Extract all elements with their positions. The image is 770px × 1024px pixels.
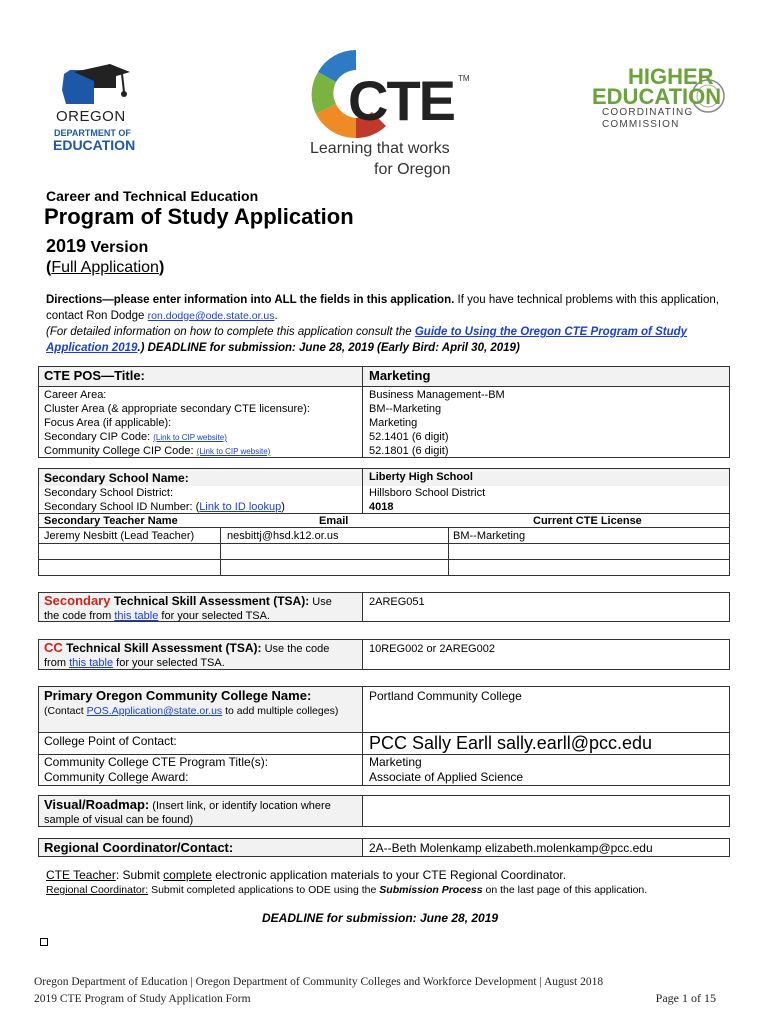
cluster-area-label: Cluster Area (& appropriate secondary CTE licensure): <box>44 403 310 415</box>
coordinator-table <box>38 838 730 857</box>
full-application-text: Full Application <box>51 259 159 276</box>
cc-award-value[interactable]: Associate of Applied Science <box>369 770 524 784</box>
secondary-cip-value[interactable]: 52.1401 (6 digit) <box>369 431 449 443</box>
cc-cip-value[interactable]: 52.1801 (6 digit) <box>369 445 449 457</box>
oregon-graduation-cap-icon <box>50 64 140 110</box>
cc-tsa-red: CC <box>44 640 63 655</box>
coord-submit-u: Regional Coordinator: <box>46 884 149 896</box>
pos-title-value[interactable]: Marketing <box>369 368 431 383</box>
teacher-1-email[interactable]: nesbittj@hsd.k12.or.us <box>227 530 339 542</box>
focus-area-value[interactable]: Marketing <box>369 417 418 429</box>
teacher-1-license[interactable]: BM--Marketing <box>453 530 526 542</box>
college-contact-note <box>44 705 344 718</box>
cc-tsa-use: Use the code <box>261 643 330 655</box>
cc-cip-label <box>44 444 270 459</box>
teacher-submit-complete: complete <box>163 868 212 882</box>
school-id-label <box>44 500 285 514</box>
focus-area-label: Focus Area (if applicable): <box>44 417 172 429</box>
deadline-note: DEADLINE for submission: June 28, 2019 <box>262 911 499 925</box>
school-id-text: Secondary School ID Number: ( <box>44 501 200 513</box>
contact-note-a: (Contact <box>44 705 87 717</box>
cc-tsa-value[interactable]: 10REG002 or 2AREG002 <box>369 643 495 655</box>
paren-close: ) <box>158 259 165 276</box>
cc-award-label: Community College Award: <box>44 770 189 784</box>
coord-submit-a: Submit completed applications to ODE using the <box>148 884 380 896</box>
cc-tsa-table-link[interactable]: this table <box>69 657 114 669</box>
doc-version <box>46 236 148 257</box>
cluster-area-value[interactable]: BM--Marketing <box>369 403 442 415</box>
page-number: Page 1 of 15 <box>655 991 716 1005</box>
secondary-cip-text: Secondary CIP Code: <box>44 431 154 443</box>
cte-tagline-1: Learning that works <box>310 140 450 157</box>
col-teacher-header: Secondary Teacher Name <box>44 515 178 527</box>
secondary-tsa-red: Secondary <box>44 593 111 608</box>
directions-lead: Directions—please enter information into ALL the fields in this application. <box>46 294 455 306</box>
visual-roadmap-label <box>44 798 359 827</box>
footer-line2: 2019 CTE Program of Study Application Form <box>34 993 251 1005</box>
secondary-tsa-title: Technical Skill Assessment (TSA): <box>110 594 310 608</box>
secondary-tsa-line2b: for your selected TSA. <box>158 610 271 622</box>
col-license-header: Current CTE License <box>533 515 642 527</box>
district-value[interactable]: Hillsboro School District <box>369 487 486 499</box>
doc-subtitle: Career and Technical Education <box>46 188 259 204</box>
school-id-close: ) <box>281 501 285 513</box>
pos-table <box>38 366 730 458</box>
cte-logo-word: CTE <box>348 69 454 132</box>
directions-deadline: .) DEADLINE for submission: June 28, 2019 (Early Bird: April 30, 2019) <box>137 342 520 354</box>
coordinator-label: Regional Coordinator/Contact: <box>44 840 234 855</box>
secondary-tsa-use: Use <box>309 596 332 608</box>
coord-submit-bold: Submission Process <box>379 884 483 896</box>
teacher-submit-b: electronic application materials to your CTE Regional Coordinator. <box>211 868 567 882</box>
directions <box>46 292 726 356</box>
teacher-submit-a: : Submit <box>115 868 164 882</box>
visual-roadmap-table <box>38 795 730 827</box>
directions-text: If you have technical problems with this application, contact Ron Dodge <box>46 294 719 322</box>
paren-open: ( <box>46 259 52 276</box>
pos-title-label: CTE POS—Title: <box>44 368 145 383</box>
cte-logo-tm: TM <box>458 74 470 83</box>
contact-note-b: to add multiple colleges) <box>222 705 339 717</box>
college-name-value[interactable]: Portland Community College <box>369 689 522 703</box>
school-name-value[interactable]: Liberty High School <box>369 471 473 483</box>
secondary-cip-link[interactable]: (Link to CIP website) <box>153 433 227 442</box>
cc-cip-text: Community College CIP Code: <box>44 445 197 457</box>
cc-program-value[interactable]: Marketing <box>369 755 422 769</box>
ode-logo-line3: EDUCATION <box>53 137 136 153</box>
cc-tsa-line2b: for your selected TSA. <box>113 657 225 669</box>
hecc-line4: COMMISSION <box>602 119 680 130</box>
hecc-line2: EDUCATION <box>592 84 722 109</box>
cc-tsa-line2a: from <box>44 657 70 669</box>
career-area-label: Career Area: <box>44 389 107 401</box>
pos-application-email-link[interactable]: POS.Application@state.or.us <box>86 705 223 717</box>
cte-logo <box>300 40 480 185</box>
cte-tagline-2: for Oregon <box>374 161 451 178</box>
guide-link[interactable]: Guide to Using the Oregon CTE Program of Study Application 2019 <box>46 326 688 354</box>
college-name-label: Primary Oregon Community College Name: <box>44 688 312 703</box>
teacher-submit-u: CTE Teacher <box>46 868 116 882</box>
id-lookup-link[interactable]: Link to ID lookup <box>199 501 282 513</box>
school-name-label: Secondary School Name: <box>44 471 189 485</box>
secondary-tsa-label <box>44 594 354 623</box>
cc-program-label: Community College CTE Program Title(s): <box>44 755 269 769</box>
ode-logo-line1: OREGON <box>56 108 126 125</box>
visual-roadmap-note: (Insert link, or identify location where sample of visual can be found) <box>44 800 331 826</box>
district-label: Secondary School District: <box>44 487 173 499</box>
coord-submit-b: on the last page of this application. <box>482 884 648 896</box>
hecc-logo <box>590 60 730 140</box>
col-email-header: Email <box>319 515 349 527</box>
hecc-line1: HIGHER <box>628 64 714 89</box>
ode-logo-line2: DEPARTMENT OF <box>54 128 131 138</box>
cc-cip-link[interactable]: (Link to CIP website) <box>196 447 271 456</box>
ode-logo <box>50 64 140 164</box>
coordinator-submit-note <box>46 884 647 896</box>
secondary-tsa-value[interactable]: 2AREG051 <box>369 596 425 608</box>
secondary-cip-label <box>44 430 227 445</box>
poc-value[interactable]: PCC Sally Earll sally.earll@pcc.edu <box>369 733 653 753</box>
visual-roadmap-title: Visual/Roadmap: <box>44 797 150 812</box>
secondary-tsa-table-link[interactable]: this table <box>114 610 159 622</box>
directions-consult: (For detailed information on how to complete this application consult the <box>46 326 415 338</box>
contact-email-link[interactable]: ron.dodge@ode.state.or.us <box>147 310 275 322</box>
hecc-line3: COORDINATING <box>602 107 694 118</box>
version-year: 2019 <box>46 236 87 256</box>
cc-tsa-table <box>38 639 730 670</box>
cc-tsa-label <box>44 641 359 670</box>
cc-tsa-title: Technical Skill Assessment (TSA): <box>62 641 262 655</box>
teacher-submit-note <box>46 868 566 882</box>
footer-line1: Oregon Department of Education | Oregon Department of Community Colleges and Workforce Development | August 2018 <box>34 976 604 988</box>
poc-label: College Point of Contact: <box>44 734 177 748</box>
checkbox[interactable] <box>40 938 48 946</box>
teacher-1-name[interactable]: Jeremy Nesbitt (Lead Teacher) <box>44 530 195 542</box>
doc-title: Program of Study Application <box>44 204 354 229</box>
full-application-label <box>46 259 164 277</box>
career-area-value[interactable]: Business Management--BM <box>369 389 505 401</box>
version-word: Version <box>86 239 149 256</box>
directions-period: . <box>274 310 278 322</box>
secondary-tsa-table <box>38 592 730 622</box>
school-table <box>38 468 730 576</box>
coordinator-value[interactable]: 2A--Beth Molenkamp elizabeth.molenkamp@pcc.edu <box>369 841 653 855</box>
school-id-value[interactable]: 4018 <box>369 501 394 513</box>
secondary-tsa-line2a: the code from <box>44 610 115 622</box>
college-table <box>38 686 730 786</box>
